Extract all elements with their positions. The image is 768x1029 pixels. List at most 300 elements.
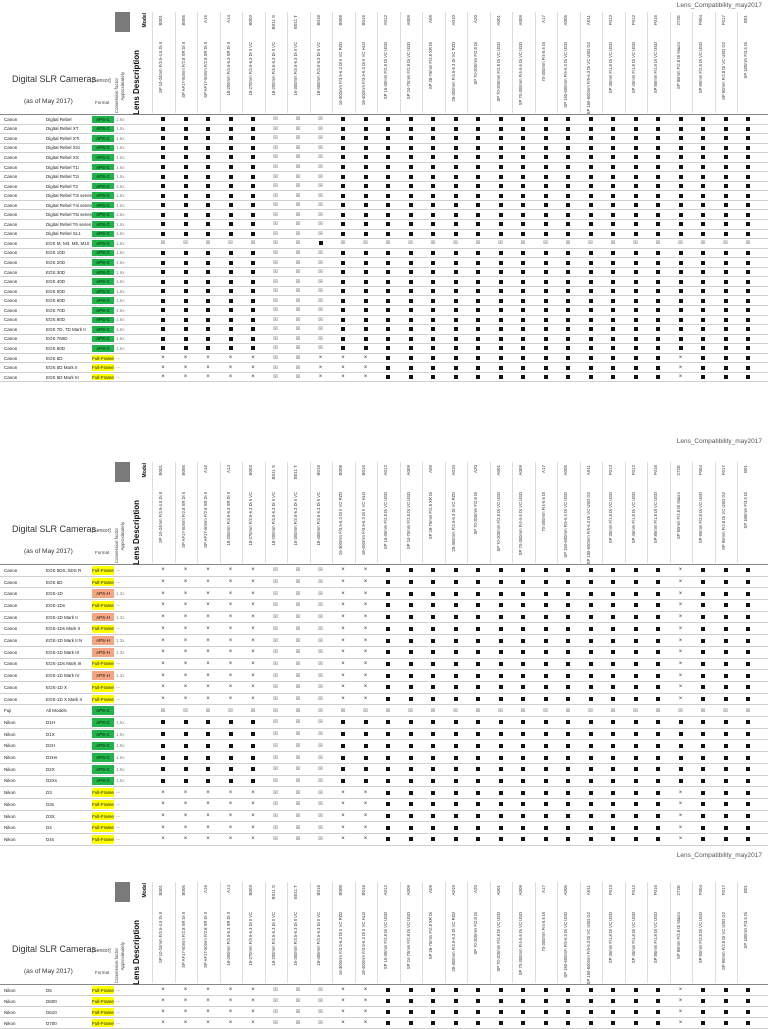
compat-mark bbox=[292, 220, 304, 229]
compatible-square-icon bbox=[431, 568, 435, 572]
compatible-square-icon bbox=[454, 327, 458, 331]
conditional-mark-icon: ☒ bbox=[318, 579, 323, 586]
compatible-square-icon bbox=[724, 337, 728, 341]
conditional-mark-icon: ☒ bbox=[273, 672, 278, 679]
conditional-mark-icon: ☒ bbox=[700, 707, 706, 714]
compat-mark bbox=[247, 985, 259, 995]
compatible-square-icon bbox=[746, 580, 750, 584]
compat-mark bbox=[472, 363, 484, 372]
compat-mark bbox=[382, 153, 394, 162]
compatible-square-icon bbox=[386, 639, 390, 643]
compatible-square-icon bbox=[364, 194, 368, 198]
compat-mark bbox=[292, 153, 304, 162]
compat-mark bbox=[585, 134, 597, 143]
compatible-square-icon bbox=[251, 251, 255, 255]
table-row bbox=[0, 335, 768, 345]
incompatible-x-icon: × bbox=[183, 813, 188, 820]
lens-name: SP 24-70mm F/2.8 Di VC USD bbox=[405, 492, 411, 550]
compat-mark bbox=[652, 230, 664, 239]
conditional-mark-icon: ☒ bbox=[273, 590, 278, 597]
conversion-factor: --- bbox=[116, 1009, 121, 1015]
conditional-mark-icon: ☒ bbox=[318, 567, 323, 574]
compat-mark bbox=[427, 191, 439, 200]
incompatible-x-icon: × bbox=[183, 579, 188, 586]
compat-mark bbox=[652, 996, 664, 1006]
conditional-mark-icon: ☒ bbox=[273, 754, 278, 761]
compat-mark bbox=[450, 787, 462, 798]
compatible-square-icon bbox=[589, 136, 593, 140]
compat-mark bbox=[270, 659, 282, 670]
compatible-square-icon bbox=[544, 639, 548, 643]
compatible-square-icon bbox=[611, 1010, 615, 1014]
compat-mark bbox=[247, 729, 259, 740]
lens-name: SP 90mm F/2.8 Di Macro bbox=[675, 42, 681, 89]
conditional-mark-icon: ☒ bbox=[273, 297, 278, 304]
compatible-square-icon bbox=[701, 213, 705, 217]
compat-mark bbox=[247, 220, 259, 229]
compatible-square-icon bbox=[341, 136, 345, 140]
compat-mark bbox=[157, 776, 169, 787]
lens-name: SP 15-30mm F/2.8 Di VC USD bbox=[383, 912, 388, 970]
lens-column-header bbox=[152, 462, 176, 563]
incompatible-x-icon: × bbox=[341, 355, 345, 362]
compat-mark bbox=[337, 316, 349, 325]
lens-code: B018 bbox=[315, 885, 321, 896]
compat-mark bbox=[157, 182, 169, 191]
conversion-factor: 1.6x bbox=[116, 126, 125, 132]
compatible-square-icon bbox=[431, 697, 435, 701]
compat-mark bbox=[720, 647, 732, 658]
compat-mark bbox=[472, 741, 484, 752]
compatible-square-icon bbox=[566, 639, 570, 643]
compatible-square-icon bbox=[364, 318, 368, 322]
compatible-square-icon bbox=[634, 203, 638, 207]
incompatible-x-icon: × bbox=[318, 374, 323, 381]
compat-mark bbox=[360, 258, 372, 267]
table-row bbox=[0, 125, 768, 135]
compat-mark bbox=[652, 153, 664, 162]
compatible-square-icon bbox=[566, 346, 570, 350]
table-row bbox=[0, 144, 768, 154]
incompatible-x-icon: × bbox=[161, 374, 165, 381]
compat-mark bbox=[472, 811, 484, 822]
camera-brand: Canon bbox=[4, 193, 18, 199]
conditional-mark-icon: ☒ bbox=[295, 374, 301, 381]
compatible-square-icon bbox=[341, 155, 345, 159]
compat-mark bbox=[180, 822, 192, 833]
conditional-mark-icon: ☒ bbox=[318, 707, 323, 714]
lens-column-header bbox=[715, 882, 739, 983]
compat-mark bbox=[472, 211, 484, 220]
compat-mark bbox=[540, 230, 552, 239]
compatible-square-icon bbox=[476, 136, 480, 140]
compatible-square-icon bbox=[634, 756, 638, 760]
camera-brand: Canon bbox=[4, 355, 18, 361]
compat-mark bbox=[472, 287, 484, 296]
compat-mark bbox=[517, 624, 529, 635]
compat-mark bbox=[697, 811, 709, 822]
compat-mark bbox=[427, 717, 439, 728]
compatible-square-icon bbox=[656, 639, 660, 643]
lens-name: SP 70-200mm F/2.8 Di VC USD bbox=[495, 912, 501, 972]
compat-mark bbox=[472, 799, 484, 810]
lens-name: SP AF17-50mm F/2.8 XR Di II bbox=[180, 912, 186, 968]
compat-mark bbox=[697, 258, 709, 267]
compat-mark bbox=[315, 741, 327, 752]
compat-mark bbox=[405, 287, 417, 296]
compat-mark bbox=[337, 670, 349, 681]
compatible-square-icon bbox=[746, 767, 750, 771]
compatible-square-icon bbox=[746, 592, 750, 596]
conversion-factor: --- bbox=[116, 813, 121, 819]
compat-mark bbox=[270, 182, 282, 191]
compatible-square-icon bbox=[251, 136, 255, 140]
compat-mark bbox=[562, 729, 574, 740]
compat-mark bbox=[630, 373, 642, 382]
compatible-square-icon bbox=[589, 814, 593, 818]
compatible-square-icon bbox=[476, 127, 480, 131]
incompatible-x-icon: × bbox=[678, 374, 683, 381]
compatible-square-icon bbox=[341, 213, 345, 217]
compatible-square-icon bbox=[499, 165, 503, 169]
incompatible-x-icon: × bbox=[363, 614, 368, 621]
conditional-mark-icon: ☒ bbox=[273, 326, 278, 333]
compat-mark bbox=[247, 799, 259, 810]
camera-brand: Nikon bbox=[4, 801, 16, 807]
conditional-mark-icon: ☒ bbox=[723, 707, 728, 714]
compat-mark bbox=[495, 277, 507, 286]
conditional-mark-icon: ☒ bbox=[273, 719, 278, 726]
compat-mark bbox=[292, 612, 304, 623]
compat-mark bbox=[405, 1007, 417, 1017]
incompatible-x-icon: × bbox=[363, 824, 368, 831]
compatible-square-icon bbox=[589, 270, 593, 274]
compatible-square-icon bbox=[431, 356, 435, 360]
compat-mark bbox=[157, 717, 169, 728]
compatible-square-icon bbox=[566, 767, 570, 771]
compatible-square-icon bbox=[499, 732, 503, 736]
compat-mark bbox=[585, 799, 597, 810]
incompatible-x-icon: × bbox=[363, 987, 368, 993]
compat-mark bbox=[247, 811, 259, 822]
compatible-square-icon bbox=[476, 999, 480, 1003]
compat-mark bbox=[720, 741, 732, 752]
compatible-square-icon bbox=[724, 165, 728, 169]
conditional-mark-icon: ☒ bbox=[273, 660, 278, 667]
lens-column-header bbox=[310, 462, 334, 563]
lens-name: SP 10-24mm F/3.5-4.5 Di II bbox=[158, 912, 163, 963]
compatible-square-icon bbox=[431, 767, 435, 771]
header-model: Model bbox=[142, 13, 148, 28]
format-badge: APS-C bbox=[92, 753, 114, 762]
compatible-square-icon bbox=[409, 791, 413, 795]
conditional-mark-icon: ☒ bbox=[273, 1009, 278, 1015]
compat-mark bbox=[472, 316, 484, 325]
compatible-square-icon bbox=[386, 1010, 390, 1014]
lens-column-header bbox=[737, 462, 761, 563]
compat-mark bbox=[157, 811, 169, 822]
camera-brand: Canon bbox=[4, 135, 18, 141]
compat-mark bbox=[540, 787, 552, 798]
compatible-square-icon bbox=[746, 146, 750, 150]
incompatible-x-icon: × bbox=[228, 567, 233, 574]
compat-mark bbox=[225, 163, 237, 172]
compat-mark bbox=[607, 811, 619, 822]
compat-mark bbox=[202, 752, 214, 763]
compatible-square-icon bbox=[409, 213, 413, 217]
compat-mark bbox=[472, 787, 484, 798]
lens-column-header bbox=[692, 462, 716, 563]
compat-mark bbox=[382, 729, 394, 740]
compat-mark bbox=[517, 258, 529, 267]
lens-code: F013 bbox=[608, 465, 613, 476]
compatible-square-icon bbox=[499, 639, 503, 643]
compat-mark bbox=[180, 764, 192, 775]
compat-mark bbox=[360, 588, 372, 599]
compat-mark bbox=[202, 296, 214, 305]
incompatible-x-icon: × bbox=[363, 579, 368, 586]
compat-mark bbox=[360, 811, 372, 822]
compat-mark bbox=[270, 834, 282, 845]
compatible-square-icon bbox=[206, 767, 210, 771]
compatible-square-icon bbox=[454, 308, 458, 312]
compat-mark bbox=[270, 115, 282, 124]
compat-mark bbox=[427, 373, 439, 382]
conditional-mark-icon: ☒ bbox=[610, 240, 616, 247]
compatible-square-icon bbox=[701, 814, 705, 818]
compat-mark bbox=[450, 335, 462, 344]
table-row bbox=[0, 996, 768, 1007]
lens-code: A012 bbox=[383, 465, 388, 476]
compat-mark bbox=[180, 1007, 192, 1017]
compatible-square-icon bbox=[431, 136, 435, 140]
compat-mark bbox=[202, 144, 214, 153]
compat-mark bbox=[450, 363, 462, 372]
lens-column-header bbox=[535, 882, 559, 983]
compatible-square-icon bbox=[341, 280, 345, 284]
compat-mark bbox=[225, 296, 237, 305]
compat-mark bbox=[630, 191, 642, 200]
incompatible-x-icon: × bbox=[206, 614, 210, 621]
lens-code: A005 bbox=[563, 15, 568, 26]
lens-column-header bbox=[625, 882, 649, 983]
compatible-square-icon bbox=[386, 270, 390, 274]
compat-mark bbox=[495, 612, 507, 623]
compatible-square-icon bbox=[611, 155, 615, 159]
lens-name: SP 70-200mm F/2.8 Di bbox=[473, 42, 478, 85]
compat-mark bbox=[315, 776, 327, 787]
compatible-square-icon bbox=[589, 732, 593, 736]
compatible-square-icon bbox=[566, 117, 570, 121]
compat-mark bbox=[427, 565, 439, 576]
incompatible-x-icon: × bbox=[341, 374, 345, 381]
conditional-mark-icon: ☒ bbox=[295, 649, 301, 656]
compat-mark bbox=[562, 363, 574, 372]
incompatible-x-icon: × bbox=[183, 590, 188, 597]
compatible-square-icon bbox=[229, 732, 233, 736]
compatible-square-icon bbox=[589, 779, 593, 783]
compatible-square-icon bbox=[656, 251, 660, 255]
format-badge: APS-C bbox=[92, 278, 114, 285]
camera-model: EOS-1Ds Mark III bbox=[46, 661, 82, 667]
conditional-mark-icon: ☒ bbox=[318, 813, 323, 820]
lens-column-header bbox=[355, 462, 379, 563]
compat-mark bbox=[630, 577, 642, 588]
compat-mark bbox=[225, 776, 237, 787]
compat-mark bbox=[360, 996, 372, 1006]
compat-mark bbox=[675, 144, 687, 153]
compat-mark bbox=[742, 249, 754, 258]
compatible-square-icon bbox=[634, 802, 638, 806]
compat-mark bbox=[157, 600, 169, 611]
compat-mark bbox=[225, 834, 237, 845]
compat-mark bbox=[337, 705, 349, 716]
compat-mark bbox=[337, 373, 349, 382]
lens-name: SP 70-200mm F/2.8 Di bbox=[473, 912, 478, 955]
compatible-square-icon bbox=[251, 318, 255, 322]
compatible-square-icon bbox=[589, 155, 593, 159]
compat-mark bbox=[247, 296, 259, 305]
compat-mark bbox=[270, 635, 282, 646]
compatible-square-icon bbox=[454, 232, 458, 236]
compat-mark bbox=[337, 153, 349, 162]
camera-brand: Nikon bbox=[4, 825, 16, 831]
compatible-square-icon bbox=[589, 194, 593, 198]
compatible-square-icon bbox=[251, 308, 255, 312]
compat-mark bbox=[607, 115, 619, 124]
compatible-square-icon bbox=[386, 136, 390, 140]
compatible-square-icon bbox=[521, 308, 525, 312]
lens-code: A20 bbox=[473, 885, 478, 894]
compat-mark bbox=[630, 776, 642, 787]
compat-mark bbox=[472, 1007, 484, 1017]
compatible-square-icon bbox=[611, 744, 615, 748]
compat-mark bbox=[157, 741, 169, 752]
compat-mark bbox=[270, 647, 282, 658]
compat-mark bbox=[360, 230, 372, 239]
conversion-factor: 1.6x bbox=[116, 231, 125, 237]
compat-mark bbox=[225, 577, 237, 588]
incompatible-x-icon: × bbox=[363, 374, 368, 381]
conditional-mark-icon: ☒ bbox=[273, 649, 278, 656]
lens-name: 70-300mm F/4-5.6 Di bbox=[540, 492, 546, 532]
compat-mark bbox=[585, 306, 597, 315]
compat-mark bbox=[315, 306, 327, 315]
compat-mark bbox=[697, 220, 709, 229]
compat-mark bbox=[427, 115, 439, 124]
incompatible-x-icon: × bbox=[678, 801, 683, 808]
compatible-square-icon bbox=[634, 289, 638, 293]
compat-mark bbox=[585, 600, 597, 611]
compat-mark bbox=[720, 125, 732, 134]
compatible-square-icon bbox=[431, 251, 435, 255]
conditional-mark-icon: ☒ bbox=[250, 707, 256, 714]
table-row bbox=[0, 115, 768, 125]
compat-mark bbox=[202, 717, 214, 728]
compatible-square-icon bbox=[589, 1010, 593, 1014]
compat-mark bbox=[405, 134, 417, 143]
compatible-square-icon bbox=[499, 337, 503, 341]
compat-mark bbox=[652, 211, 664, 220]
conditional-mark-icon: ☒ bbox=[273, 766, 278, 773]
table-row bbox=[0, 354, 768, 364]
compat-mark bbox=[157, 258, 169, 267]
compatible-square-icon bbox=[701, 375, 705, 379]
compat-mark bbox=[495, 163, 507, 172]
compat-mark bbox=[517, 985, 529, 995]
compat-mark bbox=[292, 163, 304, 172]
format-badge: APS-C bbox=[92, 297, 114, 304]
compatible-square-icon bbox=[454, 203, 458, 207]
compat-mark bbox=[360, 799, 372, 810]
compatible-square-icon bbox=[409, 346, 413, 350]
compat-mark bbox=[202, 670, 214, 681]
compat-mark bbox=[562, 335, 574, 344]
compat-mark bbox=[157, 172, 169, 181]
conditional-mark-icon: ☒ bbox=[273, 813, 278, 820]
compat-mark bbox=[337, 268, 349, 277]
compat-mark bbox=[157, 306, 169, 315]
compat-mark bbox=[742, 834, 754, 845]
compat-mark bbox=[720, 163, 732, 172]
compat-mark bbox=[450, 996, 462, 1006]
compatible-square-icon bbox=[589, 203, 593, 207]
incompatible-x-icon: × bbox=[678, 1009, 683, 1015]
lens-column-header bbox=[197, 462, 221, 563]
compat-mark bbox=[720, 325, 732, 334]
compatible-square-icon bbox=[161, 767, 165, 771]
conditional-mark-icon: ☒ bbox=[295, 590, 301, 597]
lens-column-header bbox=[332, 882, 356, 983]
table-row bbox=[0, 230, 768, 240]
compat-mark bbox=[540, 670, 552, 681]
compat-mark bbox=[540, 115, 552, 124]
compat-mark bbox=[157, 822, 169, 833]
compatible-square-icon bbox=[611, 261, 615, 265]
compat-mark bbox=[540, 741, 552, 752]
compatible-square-icon bbox=[499, 568, 503, 572]
compat-mark bbox=[675, 316, 687, 325]
camera-model: Digital Rebel T2i bbox=[46, 174, 79, 180]
lens-column-header bbox=[152, 882, 176, 983]
compatible-square-icon bbox=[521, 280, 525, 284]
compatible-square-icon bbox=[431, 146, 435, 150]
compat-mark bbox=[720, 600, 732, 611]
compat-mark bbox=[652, 741, 664, 752]
header-format: Format bbox=[95, 100, 110, 105]
compat-mark bbox=[517, 729, 529, 740]
compatible-square-icon bbox=[476, 1010, 480, 1014]
compat-mark bbox=[180, 239, 192, 248]
compat-mark bbox=[562, 682, 574, 693]
compat-mark bbox=[360, 1018, 372, 1028]
compatible-square-icon bbox=[476, 375, 480, 379]
camera-model: EOS-1D Mark II bbox=[46, 614, 78, 620]
compatible-square-icon bbox=[746, 222, 750, 226]
conditional-mark-icon: ☒ bbox=[318, 660, 323, 667]
compat-mark bbox=[585, 373, 597, 382]
camera-brand: Canon bbox=[4, 240, 18, 246]
compatible-square-icon bbox=[386, 791, 390, 795]
incompatible-x-icon: × bbox=[228, 602, 233, 609]
table-row bbox=[0, 787, 768, 799]
compatible-square-icon bbox=[746, 194, 750, 198]
compat-mark bbox=[450, 277, 462, 286]
conditional-mark-icon: ☒ bbox=[273, 1020, 278, 1026]
compat-mark bbox=[382, 258, 394, 267]
compat-mark bbox=[382, 600, 394, 611]
compat-mark bbox=[607, 325, 619, 334]
